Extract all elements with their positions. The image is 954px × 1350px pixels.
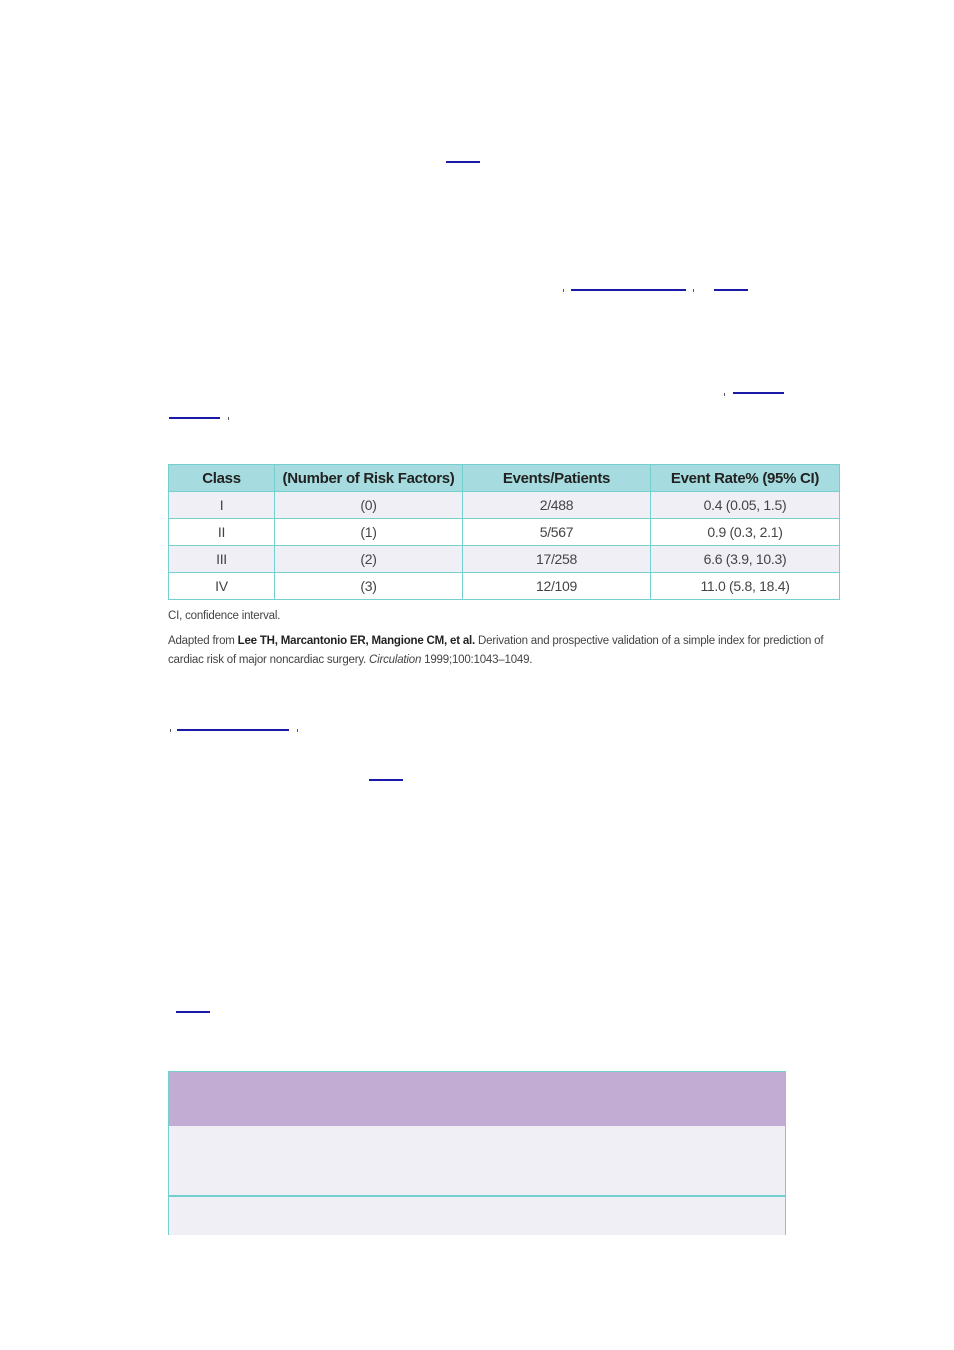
cell-event-rate: 6.6 (3.9, 10.3): [651, 546, 840, 573]
link-tick: [228, 417, 229, 420]
second-table-header: [168, 1071, 786, 1127]
cell-risk-factors: (1): [275, 519, 463, 546]
link-underline[interactable]: [369, 779, 403, 781]
link-underline[interactable]: [446, 161, 480, 163]
link-underline[interactable]: [177, 729, 289, 731]
cell-events-patients: 2/488: [463, 492, 651, 519]
cell-risk-factors: (0): [275, 492, 463, 519]
cell-class: II: [169, 519, 275, 546]
cardiac-risk-table: [168, 464, 840, 600]
cell-event-rate: 0.9 (0.3, 2.1): [651, 519, 840, 546]
cell-events-patients: 5/567: [463, 519, 651, 546]
table-row: [169, 492, 840, 519]
table-header-row: [169, 465, 840, 492]
cell-events-patients: 12/109: [463, 573, 651, 600]
citation-journal: Circulation: [369, 654, 422, 666]
cell-event-rate: 11.0 (5.8, 18.4): [651, 573, 840, 600]
link-tick: [297, 729, 298, 732]
table-citation: [168, 632, 828, 670]
link-tick: [170, 729, 171, 732]
table-row: [168, 1126, 786, 1196]
table-footnote: CI, confidence interval.: [168, 610, 281, 622]
cell-class: IV: [169, 573, 275, 600]
link-tick: [724, 393, 725, 396]
citation-prefix: Adapted from: [168, 635, 238, 647]
link-underline[interactable]: [714, 289, 748, 291]
table-row: [168, 1196, 786, 1235]
second-table: [168, 1071, 786, 1235]
table-row: [169, 546, 840, 573]
cell-event-rate: 0.4 (0.05, 1.5): [651, 492, 840, 519]
cell-events-patients: 17/258: [463, 546, 651, 573]
header-events-patients: Events/Patients: [463, 465, 651, 492]
cell-class: I: [169, 492, 275, 519]
link-underline[interactable]: [169, 417, 220, 419]
header-event-rate: Event Rate% (95% CI): [651, 465, 840, 492]
link-underline[interactable]: [733, 392, 784, 394]
table-row: [169, 573, 840, 600]
header-risk-factors: (Number of Risk Factors): [275, 465, 463, 492]
cell-class: III: [169, 546, 275, 573]
link-underline[interactable]: [176, 1011, 210, 1013]
table-row: [169, 519, 840, 546]
citation-title: Derivation and prospective validation of a simple index for prediction of cardiac risk of major noncardiac surgery.: [168, 635, 824, 666]
citation-authors: Lee TH, Marcantonio ER, Mangione CM, et al.: [237, 635, 476, 647]
cell-risk-factors: (3): [275, 573, 463, 600]
link-tick: [563, 289, 564, 292]
cell-risk-factors: (2): [275, 546, 463, 573]
citation-details: 1999;100:1043–1049.: [421, 654, 533, 666]
header-class: Class: [169, 465, 275, 492]
link-underline[interactable]: [571, 289, 686, 291]
link-tick: [693, 289, 694, 292]
